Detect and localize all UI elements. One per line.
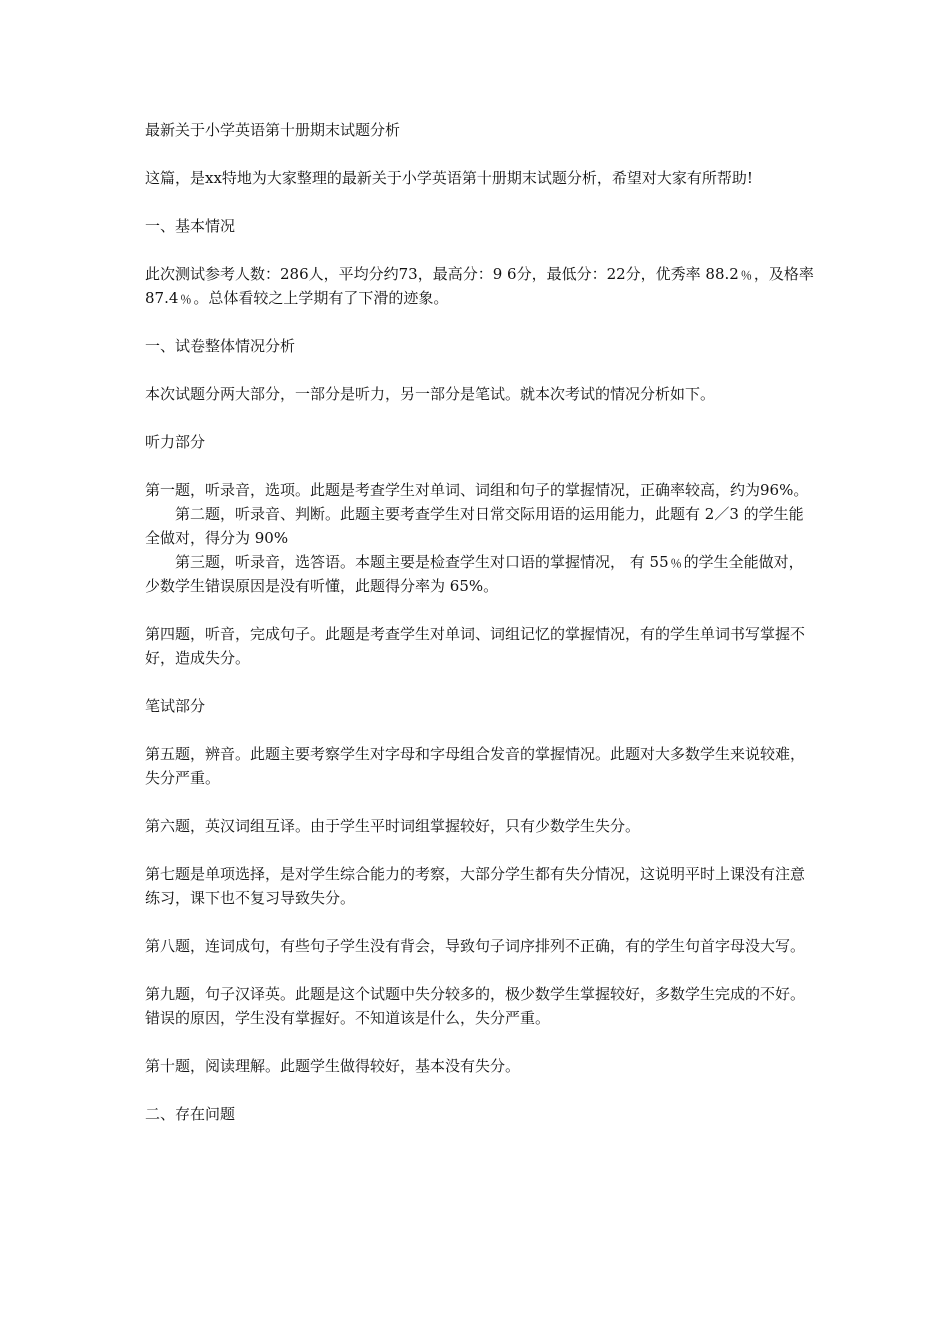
question-2: 第二题，听录音、判断。此题主要考查学生对日常交际用语的运用能力，此题有 2／3 的学生能全做对，得分为 90% xyxy=(145,505,804,547)
intro-paragraph: 这篇，是xx特地为大家整理的最新关于小学英语第十册期末试题分析，希望对大家有所帮助! xyxy=(145,169,753,187)
analysis-paragraph: 本次试题分两大部分，一部分是听力，另一部分是笔试。就本次考试的情况分析如下。 xyxy=(145,385,716,403)
question-3: 第三题，听录音，选答语。本题主要是检查学生对口语的掌握情况， 有 55﹪的学生全能做对，少数学生错误原因是没有听懂，此题得分率为 65%。 xyxy=(145,553,804,595)
question-1: 第一题，听录音，选项。此题是考查学生对单词、词组和句子的掌握情况，正确率较高，约为96%。 xyxy=(145,481,809,499)
section-heading-problems: 二、存在问题 xyxy=(145,1105,236,1123)
question-6: 第六题，英汉词组互译。由于学生平时词组掌握较好，只有少数学生失分。 xyxy=(145,817,641,835)
question-10: 第十题，阅读理解。此题学生做得较好，基本没有失分。 xyxy=(145,1057,521,1075)
section-heading-basic: 一、基本情况 xyxy=(145,217,236,235)
question-8: 第八题，连词成句，有些句子学生没有背会，导致句子词序排列不正确，有的学生句首字母没大写。 xyxy=(145,937,806,955)
written-heading: 笔试部分 xyxy=(145,697,206,715)
document-title: 最新关于小学英语第十册期末试题分析 xyxy=(145,121,401,139)
question-5: 第五题，辨音。此题主要考察学生对字母和字母组合发音的掌握情况。此题对大多数学生来说较难，失分严重。 xyxy=(145,745,806,787)
question-9: 第九题，句子汉译英。此题是这个试题中失分较多的，极少数学生掌握较好，多数学生完成的不好。错误的原因，学生没有掌握好。不知道该是什么，失分严重。 xyxy=(145,985,806,1027)
question-4: 第四题，听音，完成句子。此题是考查学生对单词、词组记忆的掌握情况，有的学生单词书写掌握不好，造成失分。 xyxy=(145,625,806,667)
section-heading-analysis: 一、试卷整体情况分析 xyxy=(145,337,296,355)
question-7: 第七题是单项选择，是对学生综合能力的考察，大部分学生都有失分情况，这说明平时上课没有注意练习，课下也不复习导致失分。 xyxy=(145,865,806,907)
basic-stats-paragraph: 此次测试参考人数：286人，平均分约73，最高分：9 6分，最低分：22分，优秀率 88.2﹪，及格率 87.4﹪。总体看较之上学期有了下滑的迹象。 xyxy=(145,265,814,307)
listening-heading: 听力部分 xyxy=(145,433,206,451)
document-page xyxy=(145,118,815,1126)
